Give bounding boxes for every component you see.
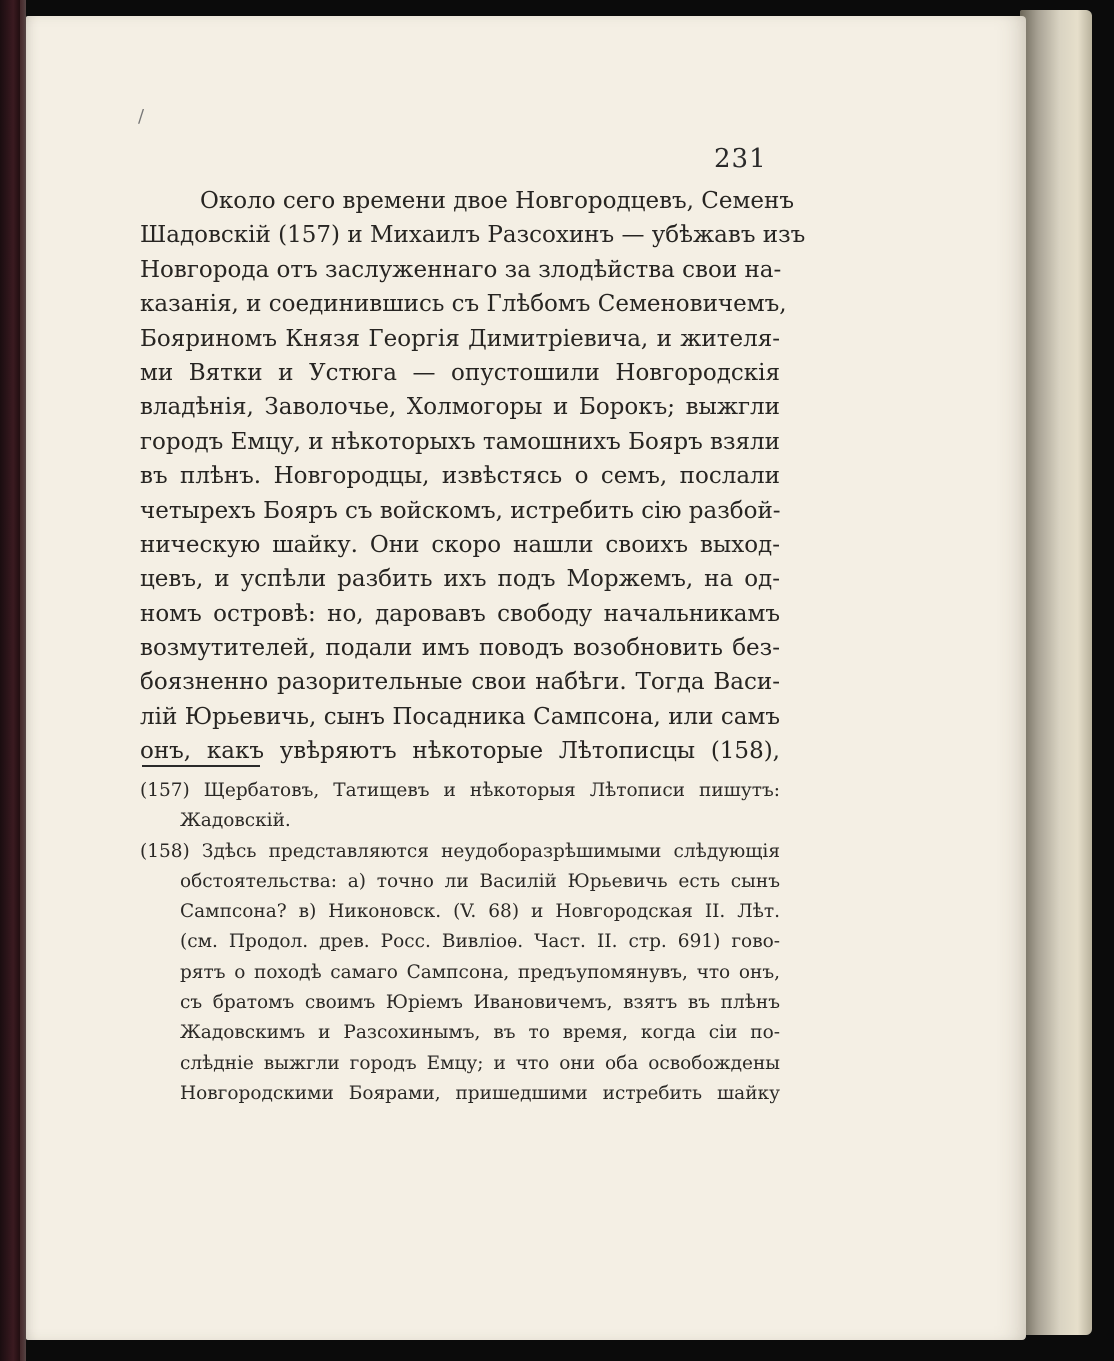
main-text-line: боязненно разорительные свои набѣги. Тогда Васи-	[140, 669, 780, 696]
main-text-line: городъ Емцу, и нѣкоторыхъ тамошнихъ Бояръ взяли	[140, 428, 780, 455]
main-text-line: Бояриномъ Князя Георгія Димитріевича, и жителя-	[140, 325, 780, 352]
footnote-line: (157) Щербатовъ, Татищевъ и нѣкоторыя Лѣтописи пишутъ:	[140, 780, 780, 801]
page-number: 231	[714, 144, 767, 174]
main-text-line: лій Юрьевичь, сынъ Посадника Сампсона, или самъ	[140, 703, 780, 730]
footnote-line: Сампсона? в) Никоновск. (V. 68) и Новгородская II. Лѣт.	[180, 901, 780, 923]
main-text-line: номъ островѣ: но, даровавъ свободу начальникамъ	[140, 600, 780, 627]
main-text-line: казанія, и соединившись съ Глѣбомъ Семеновичемъ,	[140, 291, 787, 318]
footnote-line: Жадовскимъ и Разсохинымъ, въ то время, когда сіи по-	[180, 1022, 780, 1044]
main-text-line: онъ, какъ увѣряютъ нѣкоторые Лѣтописцы (158),	[140, 738, 780, 765]
footnote-line: Жадовскій.	[180, 810, 291, 832]
footnote-line: (158) Здѣсь представляются неудоборазрѣшимыми слѣдующія	[140, 840, 780, 862]
footnote-line: рятъ о походѣ самаго Сампсона, предъупомянувъ, что онъ,	[180, 961, 780, 983]
footnotes	[140, 776, 780, 1109]
main-text-line: Шадовскій (157) и Михаилъ Разсохинъ — убѣжавъ изъ	[140, 222, 806, 249]
pencil-mark: /	[138, 106, 145, 127]
footnote-line: съ братомъ своимъ Юріемъ Ивановичемъ, взятъ въ плѣнъ	[180, 992, 780, 1014]
main-text-line: ми Вятки и Устюга — опустошили Новгородскія	[140, 359, 780, 386]
page-stack-edge	[1020, 10, 1092, 1335]
main-text-line: возмутителей, подали имъ поводъ возобновить без-	[140, 635, 780, 662]
footnote-line: (см. Продол. древ. Росс. Вивліоѳ. Част. II. стр. 691) гово-	[180, 931, 780, 953]
footnote-line: слѣдніе выжгли городъ Емцу; и что они оба освобождены	[180, 1052, 780, 1074]
main-text-line: владѣнія, Заволочье, Холмогоры и Борокъ; выжгли	[140, 394, 780, 421]
main-text-line: цевъ, и успѣли разбить ихъ подъ Моржемъ, на од-	[140, 566, 780, 593]
footnote-line: Новгородскими Боярами, пришедшими истребить шайку	[180, 1082, 780, 1104]
main-text-line: ническую шайку. Они скоро нашли своихъ выход-	[140, 531, 780, 558]
main-text	[140, 184, 806, 769]
main-text-line: Новгорода отъ заслуженнаго за злодѣйства свои на-	[140, 256, 782, 283]
main-text-line: Около сего времени двое Новгородцевъ, Семенъ	[200, 188, 794, 214]
footnote-line: обстоятельства: а) точно ли Василій Юрьевичь есть сынъ	[180, 870, 780, 892]
footnote-separator	[142, 765, 260, 767]
main-text-line: въ плѣнъ. Новгородцы, извѣстясь о семъ, послали	[140, 463, 780, 490]
main-text-line: четырехъ Бояръ съ войскомъ, истребить сію разбой-	[140, 497, 781, 524]
